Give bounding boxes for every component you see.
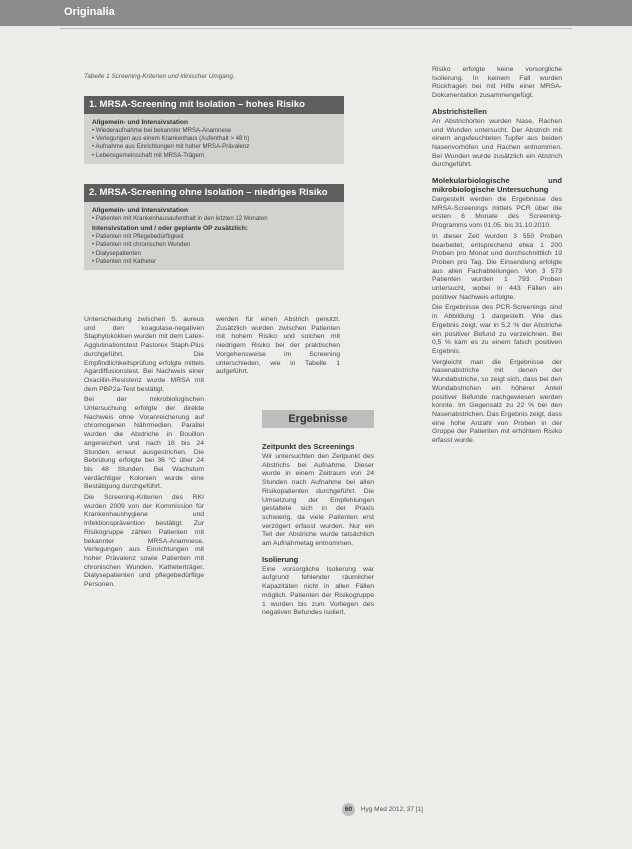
paragraph: Risiko erfolgte keine vorsorgliche Isolierung. In keinem Fall wurden Rückfragen bei mit Hilfe einer MRSA-Dokumentation zusammengefügt. [432, 66, 562, 100]
list-item: • Dialysepatienten [92, 249, 141, 257]
box-body [84, 114, 344, 164]
table-box-low-risk [84, 184, 344, 270]
paragraph: Dargestellt werden die Ergebnisse des MRSA-Screenings mittels PCR über die ersten 6 Monate des Screening-Programms vom 01.05. bis 31.10.2010. [432, 196, 562, 230]
box-title: 1. MRSA-Screening mit Isolation – hohes Risiko [84, 96, 344, 114]
body-column-right [432, 66, 562, 448]
subheading: Zeitpunkt des Screenings [262, 442, 355, 451]
table-box-high-risk [84, 96, 344, 164]
paragraph: Bei der mikrobiologischen Untersuchung erfolgte der direkte Nachweis ohne Voranreicherung auf chromogenen Nährmedien. Parallel wurden die Abstriche in Bouillon angereichert und nach 18 bis 24 Stunden erneut ausgestrichen. Die Bebrütung erfolgte bei 36 °C über 24 bis 48 Stunden. Bei Wachstum verdächtiger Kolonien wurde eine Bestätigung durchgeführt. [84, 396, 204, 491]
list-item: • Patienten mit Krankenhausaufenthalt in den letzten 12 Monaten [92, 215, 268, 222]
section-bar [0, 0, 632, 26]
body-column-middle [216, 316, 340, 379]
journal-citation: Hyg Med 2012; 37 [1] [360, 806, 423, 813]
box-subtitle: Intensivstation und / oder geplante OP zusätzlich: [92, 225, 248, 233]
list-item: • Patienten mit Pflegebedürftigkeit [92, 233, 184, 241]
list-item: • Wiederaufnahme bei bekannter MRSA-Anamnese [92, 127, 232, 134]
box-title: 2. MRSA-Screening ohne Isolation – niedriges Risiko [84, 184, 344, 202]
results-heading: Ergebnisse [262, 410, 374, 428]
page-footer [342, 803, 423, 816]
divider [60, 28, 572, 29]
paragraph: Eine vorsorgliche Isolierung war aufgrund fehlender räumlicher Kapazitäten nicht in allen Fällen möglich. Patienten der Risikogruppe 1 wurden bis zum Vorliegen des negativen Befundes isoliert. [262, 565, 374, 617]
list-item: • Verlegungen aus einem Krankenhaus (Aufenthalt > 48 h) [92, 135, 250, 143]
table-caption: Tabelle 1 Screening-Kriterien und klinischer Umgang. [84, 73, 235, 80]
list-item: • Patienten mit Katheter [92, 257, 157, 265]
box-subtitle: Allgemein- und Intensivstation [92, 207, 188, 214]
page-number: 60 [342, 803, 355, 816]
paragraph: Wir untersuchten den Zeitpunkt des Abstrichs bei Aufnahme. Dieser wurde in einem Zeitraum von 24 Stunden nach Aufnahme bei allen Risikopatienten durchgeführt. Die Umsetzung der Empfehlungen gestaltete sich in der Praxis schwierig, da viele Patienten erst verzögert erfasst wurden. Nur ein Teil der Abstriche wurde tatsächlich am Aufnahmetag entnommen. [262, 453, 374, 548]
paragraph: Unterscheidung zwischen S. aureus und den koagulase-negativen Staphylokokken wurden mit dem Latex-Agglutinationstest Pastorex Staph-Plus durchgeführt. Die Empfindlichkeitsprüfung erfolgte mittels Agardiffusionstest. Bei Nachweis einer Oxacillin-Resistenz wurde MRSA mit dem PBP2a-Test bestätigt. [84, 316, 204, 393]
paragraph: Die Screening-Kriterien des RKI wurden 2009 von der Kommission für Krankenhaushygiene und Infektionsprävention bestätigt. Zur Risikogruppe zählen Patienten mit bekannter MRSA-Anamnese, Verlegungen aus Einrichtungen mit hoher Prävalenz sowie Patienten mit chronischen Wunden, Katheterträger, Dialysepatienten und pflegebedürftige Personen. [84, 494, 204, 589]
list-item: • Patienten mit chronischen Wunden [92, 241, 191, 249]
subheading: Molekularbiologische und mikrobiologische Untersuchung [432, 176, 562, 195]
section-tag: Originalia [64, 6, 115, 18]
box-subtitle: Allgemein- und Intensivstation [92, 119, 188, 126]
subheading: Isolierung [262, 554, 299, 564]
paragraph: In dieser Zeit wurden 3 550 Proben bearbeitet, entsprechend etwa 1 200 Proben pro Monat und durchschnittlich 19 Proben pro Tag. Die Einsendung erfolgte aus allen Fachabteilungen. Von 3 573 Patienten wurden 1 793 Proben untersucht, wobei in 443 Fällen ein positiver Nachweis erfolgte. [432, 232, 562, 301]
list-item: • Lebensgemeinschaft mit MRSA-Trägern [92, 151, 205, 159]
box-body [84, 202, 344, 270]
subheading: Abstrichstellen [432, 106, 487, 116]
body-column-left [84, 316, 204, 592]
paragraph: werden für einen Abstrich genutzt. Zusätzlich wurden zwischen Patienten mit hohem Risiko und solchen mit niedrigem Risiko bei der praktischen Vorgehensweise im Screening unterschieden, wie in Tabelle 1 aufgeführt. [216, 316, 340, 376]
paragraph: Vergleicht man die Ergebnisse der Nasenabstriche mit denen der Wundabstriche, so zeigt sich, dass bei den Wundabstrichen ein höherer Anteil positiver Befunde nachgewiesen werden konnte. Im Gegensatz zu 22 % bei den Nasenabstrichen. Das Ergebnis zeigt, dass eine hohe Anzahl von Proben in der Gruppe der Patienten mit erhöhtem Risiko erfasst wurde. [432, 358, 562, 445]
body-column-results [262, 436, 374, 620]
paragraph: Die Ergebnisse des PCR-Screenings sind in Abbildung 1 dargestellt. Wie das Ergebnis zeigt, war in 5,2 % der Abstriche ein positiver Befund zu verzeichnen. Bei 0,5 % kam es zu einem falsch positiven Ergebnis. [432, 304, 562, 355]
paragraph: An Abstrichorten wurden Nase, Rachen und Wunden untersucht. Der Abstrich mit einem angefeuchteten Tupfer aus beiden Nasenvorhöfen und Rachen entnommen. Bei Wunden wurde zusätzlich ein Abstrich durchgeführt. [432, 117, 562, 169]
list-item: • Aufnahme aus Einrichtungen mit hoher MRSA-Prävalenz [92, 143, 250, 151]
